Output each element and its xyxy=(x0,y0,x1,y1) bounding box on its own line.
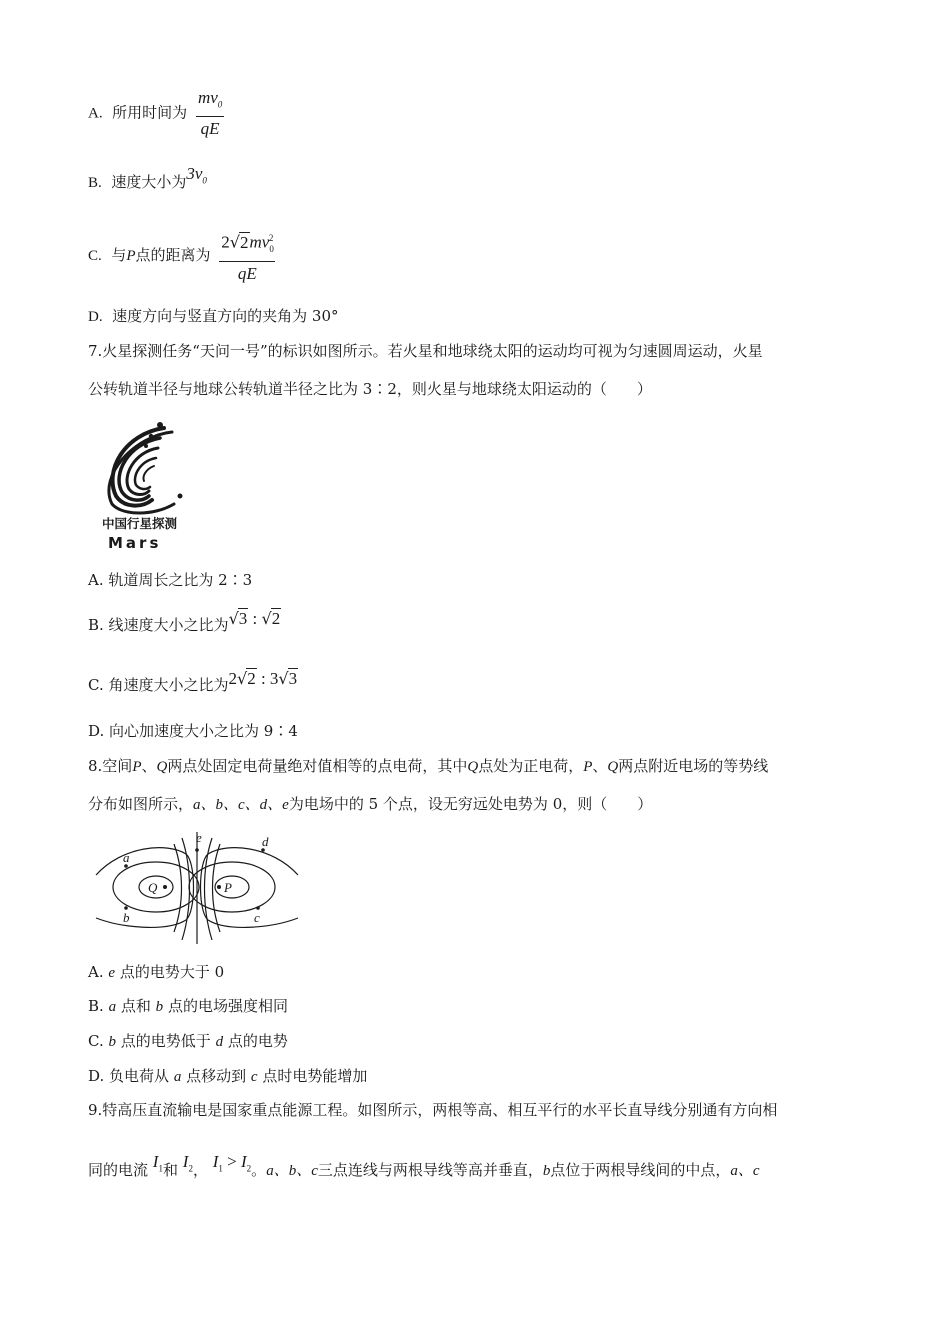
q9-stem-line2: 同的电流 $I_1$和 $I_2$， $I_1 > I_2$。a、b、c三点连线与两根导线等高并垂直，b点位于两根导线间的中点，a、c xyxy=(88,1152,760,1179)
option-text: 速度大小为 xyxy=(111,173,187,191)
q8-option-c: C. b 点的电势低于 d 点的电势 xyxy=(88,1032,288,1050)
q7-option-a: A. 轨道周长之比为 2∶3 xyxy=(88,571,253,589)
q6-option-a xyxy=(88,88,224,139)
label-P: P xyxy=(224,880,232,895)
q6-option-d xyxy=(88,306,339,327)
option-label: D. xyxy=(88,309,103,325)
fraction: $\frac{mv_0}{qE}$ xyxy=(197,88,223,139)
q9-stem-line1: 9.特高压直流输电是国家重点能源工程。如图所示，两根等高、相互平行的水平长直导线分别通有方向相 xyxy=(88,1101,778,1119)
option-label: C. xyxy=(88,248,102,265)
mars-logo-icon xyxy=(94,416,212,554)
math-inequality: $I_1 > I_2$ xyxy=(212,1152,252,1174)
q8-option-a: A. e 点的电势大于 0 xyxy=(88,963,225,981)
q7-option-b: B. 线速度大小之比为√3 : √2 xyxy=(88,609,281,634)
label-d: d xyxy=(262,834,269,849)
tianwen-logo-figure xyxy=(94,416,212,554)
q7-option-c: C. 角速度大小之比为2√2 : 3√3 xyxy=(88,669,298,694)
fraction: $\frac{2√2mv_0^2}{qE}$ xyxy=(219,228,275,284)
q6-option-b xyxy=(88,164,207,198)
q7-option-d: D. 向心加速度大小之比为 9∶4 xyxy=(88,722,298,740)
q8-option-d: D. 负电荷从 a 点移动到 c 点时电势能增加 xyxy=(88,1067,368,1085)
q8-option-b: B. a 点和 b 点的电场强度相同 xyxy=(88,997,288,1015)
label-c: c xyxy=(254,910,260,925)
q6-option-c: C. 与P点的距离为 $\frac{2√2mv_0^2}{qE}$ xyxy=(88,228,275,284)
logo-text-en: Mars xyxy=(108,534,162,552)
math-value: $3v_0$ xyxy=(186,164,207,186)
option-text: 速度方向与竖直方向的夹角为 30° xyxy=(112,307,339,325)
q7-stem-line2: 公转轨道半径与地球公转轨道半径之比为 3∶2，则火星与地球绕太阳运动的（ ） xyxy=(88,380,652,398)
label-a: a xyxy=(123,850,130,865)
equipotential-figure xyxy=(92,828,302,946)
q8-stem-line1: 8.空间P、Q两点处固定电荷量绝对值相等的点电荷，其中Q点处为正电荷，P、Q两点附近电场的等势线 xyxy=(88,757,769,775)
option-label: B. xyxy=(88,175,102,191)
option-text: 所用时间为 xyxy=(112,103,188,122)
logo-text-cn: 中国行星探测 xyxy=(102,516,178,531)
option-label: A. xyxy=(88,105,103,122)
q7-stem-line1: 7.火星探测任务“天问一号”的标识如图所示。若火星和地球绕太阳的运动均可视为匀速圆周运动，火星 xyxy=(88,342,763,360)
label-e: e xyxy=(196,830,202,845)
math-ratio: 2√2 : 3√3 xyxy=(228,669,298,688)
label-b: b xyxy=(123,910,130,925)
math-ratio: √3 : √2 xyxy=(228,609,281,628)
equipotential-lines-diagram xyxy=(92,828,302,946)
q8-stem-line2: 分布如图所示，a、b、c、d、e为电场中的 5 个点，设无穷远处电势为 0，则（ ） xyxy=(88,795,653,813)
label-Q: Q xyxy=(148,880,158,895)
